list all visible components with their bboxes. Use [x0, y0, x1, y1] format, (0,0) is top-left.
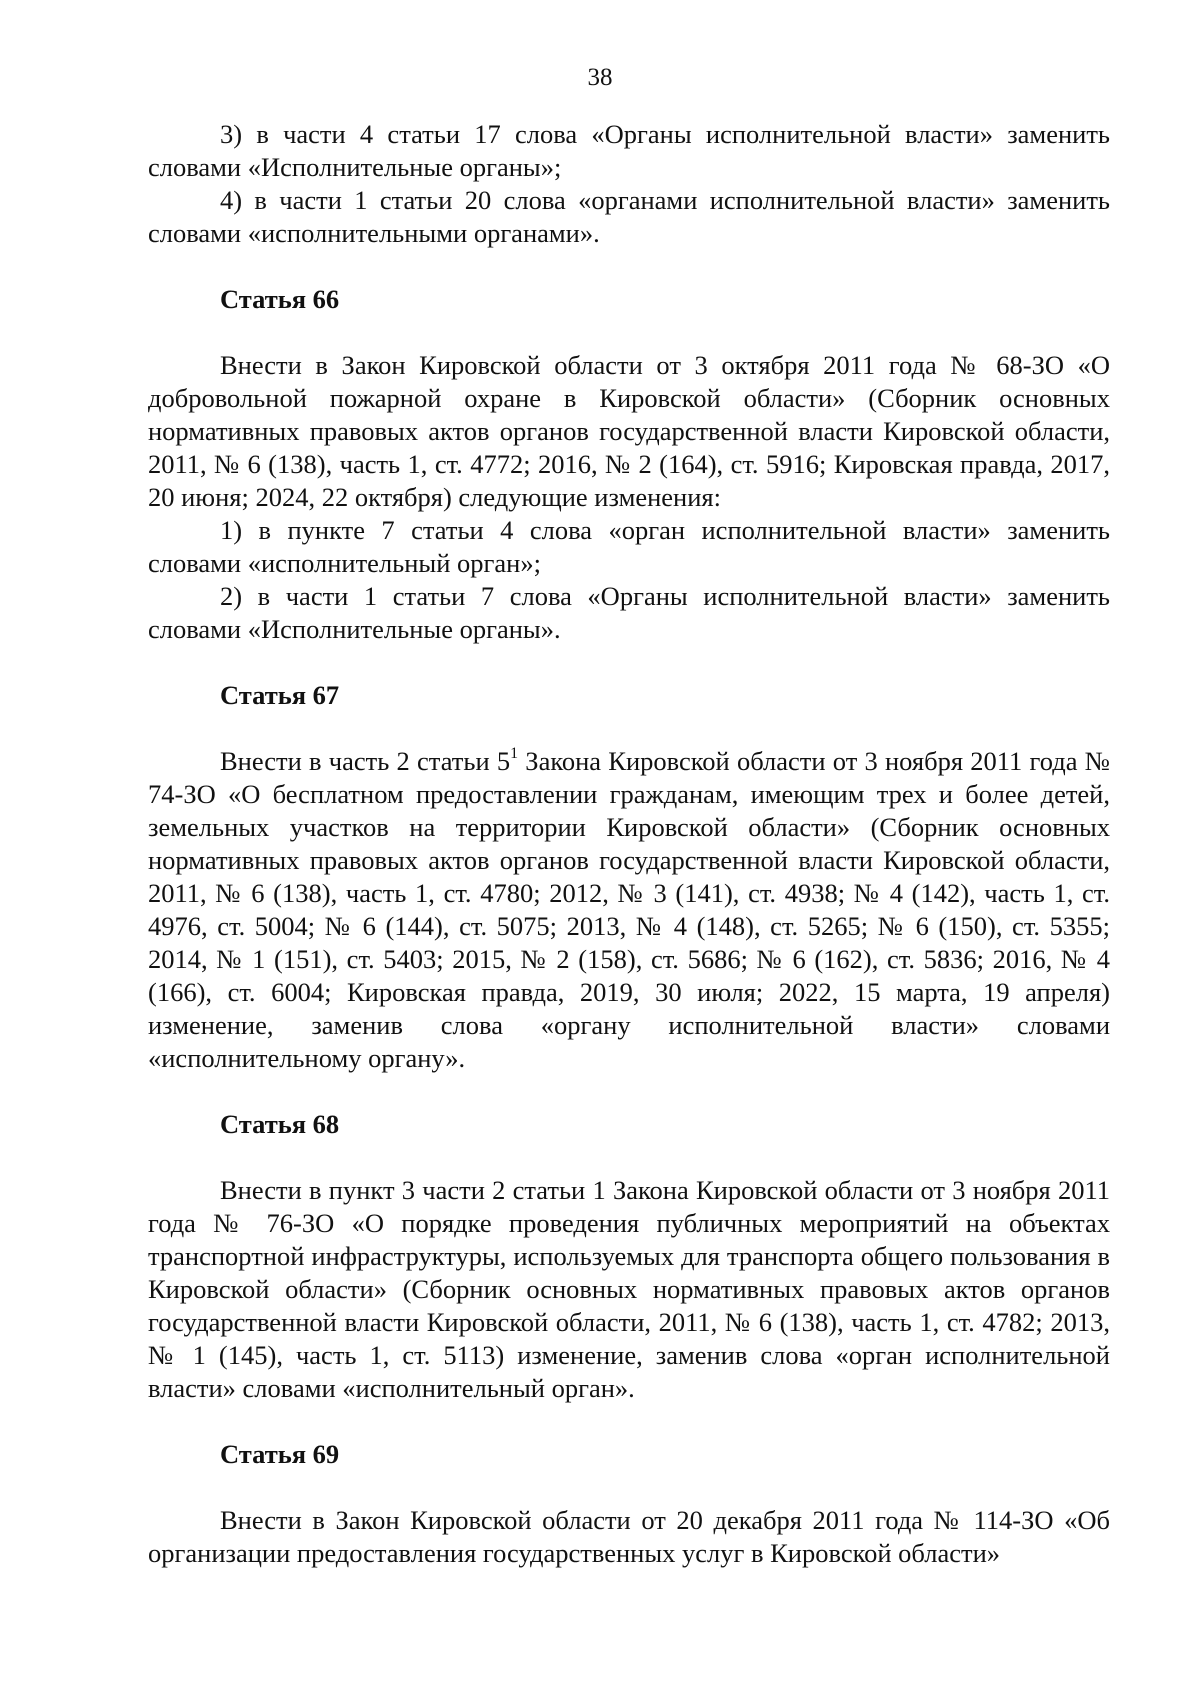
article-66-item-1: 1) в пункте 7 статьи 4 слова «орган исполнительной власти» заменить словами «исполнительный орган»;	[148, 515, 1110, 578]
article-67-body	[148, 745, 1110, 1075]
article-66-item-2: 2) в части 1 статьи 7 слова «Органы исполнительной власти» заменить словами «Исполнительные органы».	[148, 581, 1110, 644]
article-67-heading: Статья 67	[220, 680, 340, 710]
article-67-body-rest: Закона Кировской области от 3 ноября 2011 года № 74-ЗО «О бесплатном предоставлении гражданам, имеющим трех и более детей, земельных участков на территории Кировской области» (Сборник основных нормативных правовых актов органов государственной власти Кировской области, 2011, № 6 (138), часть 1, ст. 4780; 2012, № 3 (141), ст. 4938; № 4 (142), часть 1, ст. 4976, ст. 5004; № 6 (144), ст. 5075; 2013, № 4 (148), ст. 5265; № 6 (150), ст. 5355; 2014, № 1 (151), ст. 5403; 2015, № 2 (158), ст. 5686; № 6 (162), ст. 5836; 2016, № 4 (166), ст. 6004; Кировская правда, 2019, 30 июля; 2022, 15 марта, 19 апреля) изменение, заменив слова «органу исполнительной власти» словами «исполнительному органу».	[148, 746, 1110, 1073]
article-67-superscript: 1	[510, 744, 519, 762]
article-66-body: Внести в Закон Кировской области от 3 октября 2011 года № 68-ЗО «О добровольной пожарной охране в Кировской области» (Сборник основных нормативных правовых актов органов государственной власти Кировской области, 2011, № 6 (138), часть 1, ст. 4772; 2016, № 2 (164), ст. 5916; Кировская правда, 2017, 20 июня; 2024, 22 октября) следующие изменения:	[148, 350, 1110, 512]
article-69-body: Внести в Закон Кировской области от 20 декабря 2011 года № 114-ЗО «Об организации предоставления государственных услуг в Кировской области»	[148, 1505, 1110, 1568]
amendment-item-4: 4) в части 1 статьи 20 слова «органами исполнительной власти» заменить словами «исполнительными органами».	[148, 185, 1110, 248]
document-body	[148, 118, 1110, 1570]
amendment-item-3: 3) в части 4 статьи 17 слова «Органы исполнительной власти» заменить словами «Исполнительные органы»;	[148, 119, 1110, 182]
article-68-body: Внести в пункт 3 части 2 статьи 1 Закона Кировской области от 3 ноября 2011 года № 76-ЗО «О порядке проведения публичных мероприятий на объектах транспортной инфраструктуры, используемых для транспорта общего пользования в Кировской области» (Сборник основных нормативных правовых актов органов государственной власти Кировской области, 2011, № 6 (138), часть 1, ст. 4782; 2013, № 1 (145), часть 1, ст. 5113) изменение, заменив слова «орган исполнительной власти» словами «исполнительный орган».	[148, 1175, 1110, 1403]
article-66-heading: Статья 66	[220, 284, 340, 314]
article-68-heading: Статья 68	[220, 1109, 340, 1139]
article-67-body-start: Внести в часть 2 статьи 5	[220, 746, 511, 776]
page-number: 38	[587, 64, 613, 91]
article-69-heading: Статья 69	[220, 1439, 340, 1469]
